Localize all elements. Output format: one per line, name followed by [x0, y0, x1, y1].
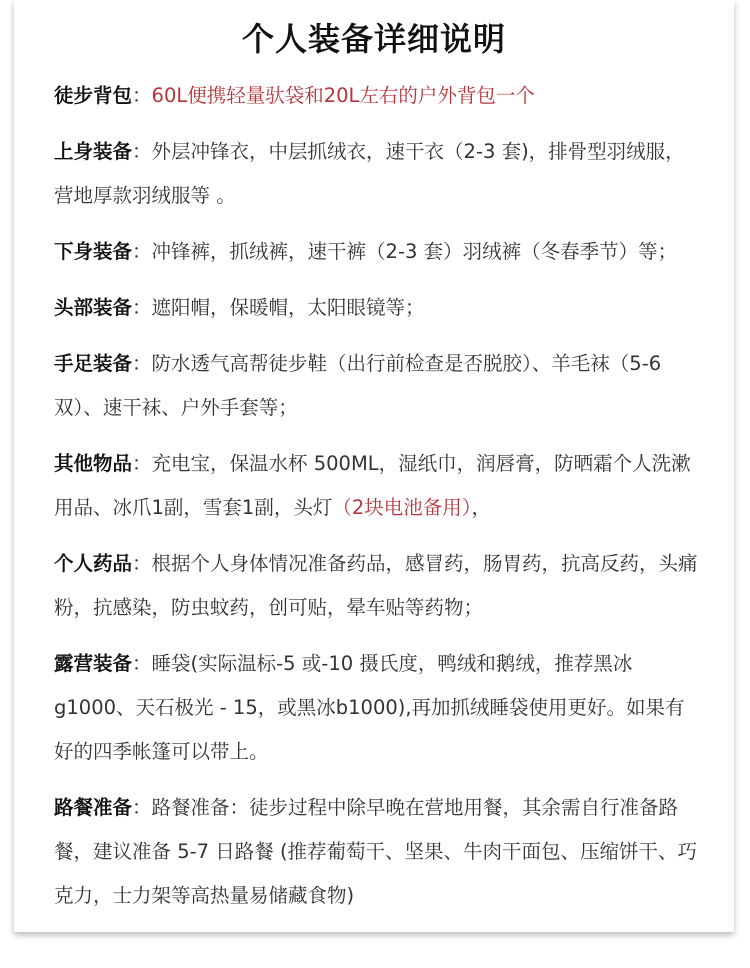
- section-separator: ：: [132, 352, 152, 375]
- equipment-card: [14, 0, 734, 932]
- section-text: 防水透气高帮徒步鞋（出行前检查是否脱胶）、羊毛袜（5-6 双）、速干袜、户外手套等；: [54, 352, 662, 419]
- section-text: 外层冲锋衣，中层抓绒衣，速干衣（2-3 套)，排骨型羽绒服，营地厚款羽绒服等 。: [54, 140, 685, 207]
- section-hands-feet: [54, 342, 704, 430]
- section-label: 其他物品: [54, 452, 133, 475]
- section-label: 个人药品: [54, 552, 133, 575]
- section-text-highlight: （2块电池备用）: [332, 496, 472, 519]
- section-other-items: [54, 442, 704, 530]
- section-separator: ：: [132, 652, 152, 675]
- section-medicine: [54, 542, 704, 630]
- section-text: 睡袋(实际温标-5 或-10 摄氏度，鸭绒和鹅绒，推荐黑冰 g1000、天石极光 - 15，或黑冰b1000),再加抓绒睡袋使用更好。如果有好的四季帐篷可以带上。: [54, 652, 685, 763]
- section-upper-body: [54, 130, 704, 218]
- section-label: 下身装备: [54, 240, 133, 263]
- section-text-highlight: 60L便携轻量驮袋和20L左右的户外背包一个: [151, 84, 535, 107]
- section-separator: ：: [132, 296, 152, 319]
- section-label: 头部装备: [54, 296, 133, 319]
- section-text: 根据个人身体情况准备药品，感冒药，肠胃药，抗高反药，头痛粉，抗感染，防虫蚊药，创可贴，晕车贴等药物；: [54, 552, 698, 619]
- section-separator: ：: [132, 240, 152, 263]
- equipment-list: [54, 74, 704, 930]
- section-backpack: [54, 74, 704, 118]
- section-label: 手足装备: [54, 352, 133, 375]
- section-separator: ：: [132, 140, 152, 163]
- section-separator: ：: [132, 796, 152, 819]
- section-label: 露营装备: [54, 652, 133, 675]
- section-separator: ：: [132, 552, 152, 575]
- section-camping: [54, 642, 704, 774]
- section-label: 路餐准备: [54, 796, 133, 819]
- section-separator: ：: [132, 84, 152, 107]
- section-text: 充电宝，保温水杯 500ML，湿纸巾，润唇膏，防晒霜个人洗漱用品、冰爪1副，雪套1副，头灯: [54, 452, 691, 519]
- section-text: 冲锋裤，抓绒裤，速干裤（2-3 套）羽绒裤（冬春季节）等；: [151, 240, 678, 263]
- section-text: 遮阳帽，保暖帽，太阳眼镜等；: [151, 296, 425, 319]
- section-label: 上身装备: [54, 140, 133, 163]
- section-text: 路餐准备：徒步过程中除早晚在营地用餐，其余需自行准备路餐，建议准备 5-7 日路餐 (推荐葡萄干、坚果、牛肉干面包、压缩饼干、巧克力，士力架等高热量易储藏食物): [54, 796, 698, 907]
- section-head: [54, 286, 704, 330]
- section-label: 徒步背包: [54, 84, 133, 107]
- section-lower-body: [54, 230, 704, 274]
- section-meals: [54, 786, 704, 918]
- section-separator: ：: [132, 452, 152, 475]
- page-title: 个人装备详细说明: [241, 20, 506, 58]
- section-text-tail: ，: [471, 496, 492, 519]
